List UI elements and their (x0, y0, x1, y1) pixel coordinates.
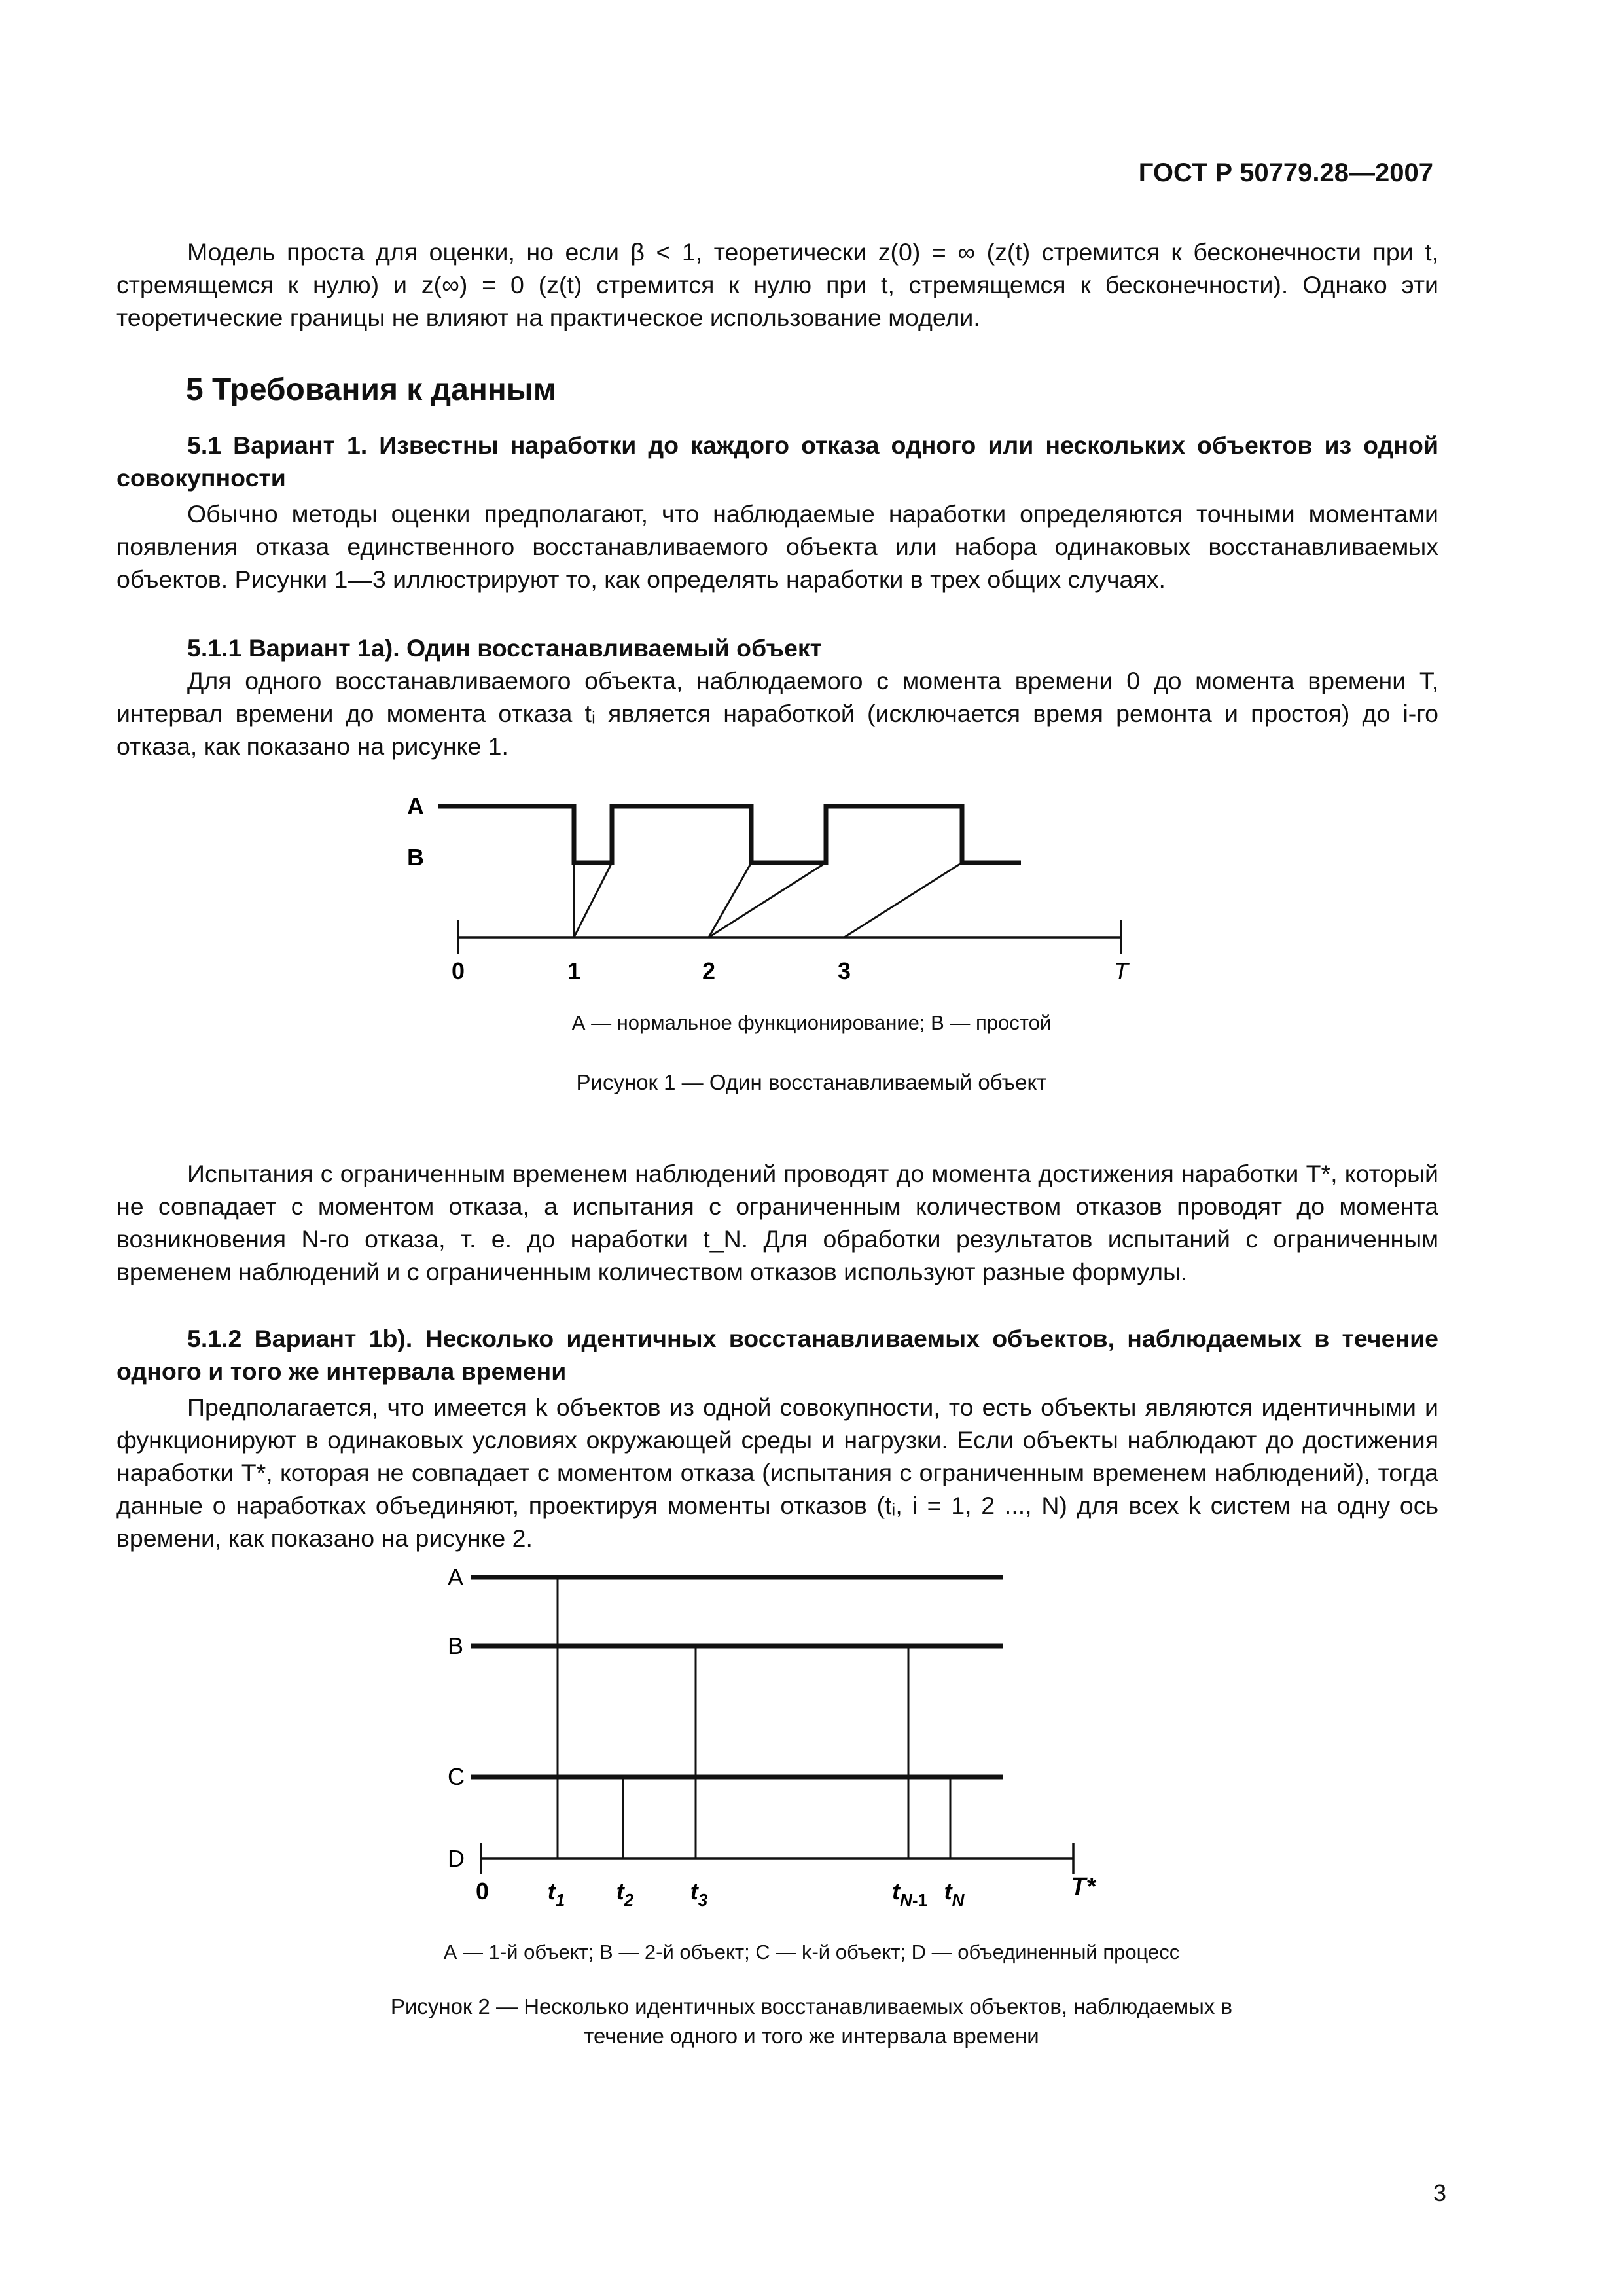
subsection-5-1-2-heading: 5.1.2 Вариант 1b). Несколько идентичных восстанавливаемых объектов, наблюдаемых в течение одного и того же интервала времени (116, 1325, 1438, 1385)
figure-2-label-a: A (448, 1564, 464, 1590)
figure-1-tick-0: 0 (451, 958, 465, 984)
figure-1-label-b: B (407, 844, 424, 870)
subsection-5-1-1-heading: 5.1.1 Вариант 1a). Один восстанавливаемый объект (187, 634, 822, 662)
subsection-5-1-1-text: Для одного восстанавливаемого объекта, наблюдаемого с момента времени 0 до момента времени T, интервал времени до момента отказа tᵢ является наработкой (исключается время ремонта и простоя) до i-го отказа, как показано на рисунке 1. (116, 667, 1438, 760)
figure-2-label-c: C (448, 1763, 465, 1790)
figure-2-label-d: D (448, 1845, 465, 1872)
figure-2-tick-t2: $t_2$ (616, 1878, 634, 1910)
subsection-5-1-2-text: Предполагается, что имеется k объектов из одной совокупности, то есть объекты являются идентичными и функционируют в одинаковых условиях окружающей среды и нагрузки. Если объекты наблюдают до достижения наработки T*, которая не совпадает с моментом отказа (испытания с ограниченным временем наблюдений), тогда данные о наработках объединяют, проектируя моменты отказов (tᵢ, i = 1, 2 ..., N) для всех k систем на одну ось времени, как показано на рисунке 2. (116, 1393, 1438, 1552)
figure-2-caption-line-1: Рисунок 2 — Несколько идентичных восстанавливаемых объектов, наблюдаемых в (390, 1994, 1233, 2018)
figure-2-tick-tstar: T* (1071, 1873, 1096, 1901)
figure-1-tick-t: T (1114, 958, 1128, 984)
figure-1-legend: А — нормальное функционирование; В — простой (571, 1011, 1052, 1034)
figure-2-legend: А — 1-й объект; В — 2-й объект; С — k-й объект; D — объединенный процесс (443, 1941, 1180, 1964)
figure-2-diagram (0, 1558, 1623, 1911)
subsection-5-1-text: Обычно методы оценки предполагают, что наблюдаемые наработки определяются точными моментами появления отказа единственного восстанавливаемого объекта или набора одинаковых восстанавливаемых объектов. Рисунки 1—3 иллюстрируют то, как определять наработки в трех общих случаях. (116, 500, 1438, 593)
subsection-5-1-heading: 5.1 Вариант 1. Известны наработки до каждого отказа одного или нескольких объектов из одной совокупности (116, 431, 1438, 492)
standard-code: ГОСТ Р 50779.28—2007 (1138, 158, 1433, 187)
figure-2-tick-t1: $t_1$ (547, 1878, 565, 1910)
intro-paragraph: Модель проста для оценки, но если β < 1, теоретически z(0) = ∞ (z(t) стремится к бесконечности при t, стремящемся к нулю) и z(∞) = 0 (z(t) стремится к нулю при t, стремящемся к бесконечности). Однако эти теоретические границы не влияют на практическое использование модели. (116, 238, 1438, 331)
section-title: 5 Требования к данным (186, 372, 557, 407)
page-number: 3 (1433, 2179, 1446, 2206)
figure-1-caption: Рисунок 1 — Один восстанавливаемый объект (576, 1070, 1047, 1094)
figure-1-tick-2: 2 (702, 958, 716, 984)
figure-2-tick-tn: $t_N$ (944, 1878, 965, 1910)
figure-1-label-a: A (407, 793, 424, 819)
figure-2-label-b: B (448, 1632, 464, 1659)
figure-2-caption-line-2: течение одного и того же интервала времени (584, 2024, 1039, 2048)
figure-1-tick-1: 1 (567, 958, 581, 984)
figure-2-tick-t3: $t_3$ (690, 1878, 708, 1910)
figure-2-tick-tn-1: $t_N-1$ (892, 1878, 927, 1910)
paragraph-after-figure-1: Испытания с ограниченным временем наблюдений проводят до момента достижения наработки T*, который не совпадает с моментом отказа, а испытания с ограниченным количеством отказов проводят до момента возникновения N-го отказа, т. е. до наработки t_N. Для обработки результатов испытаний с ограниченным временем наблюдений и с ограниченным количеством отказов используют разные формулы. (116, 1160, 1438, 1285)
figure-1-diagram (0, 772, 1623, 995)
figure-1-tick-3: 3 (837, 958, 851, 984)
figure-2-tick-0: 0 (475, 1878, 490, 1905)
